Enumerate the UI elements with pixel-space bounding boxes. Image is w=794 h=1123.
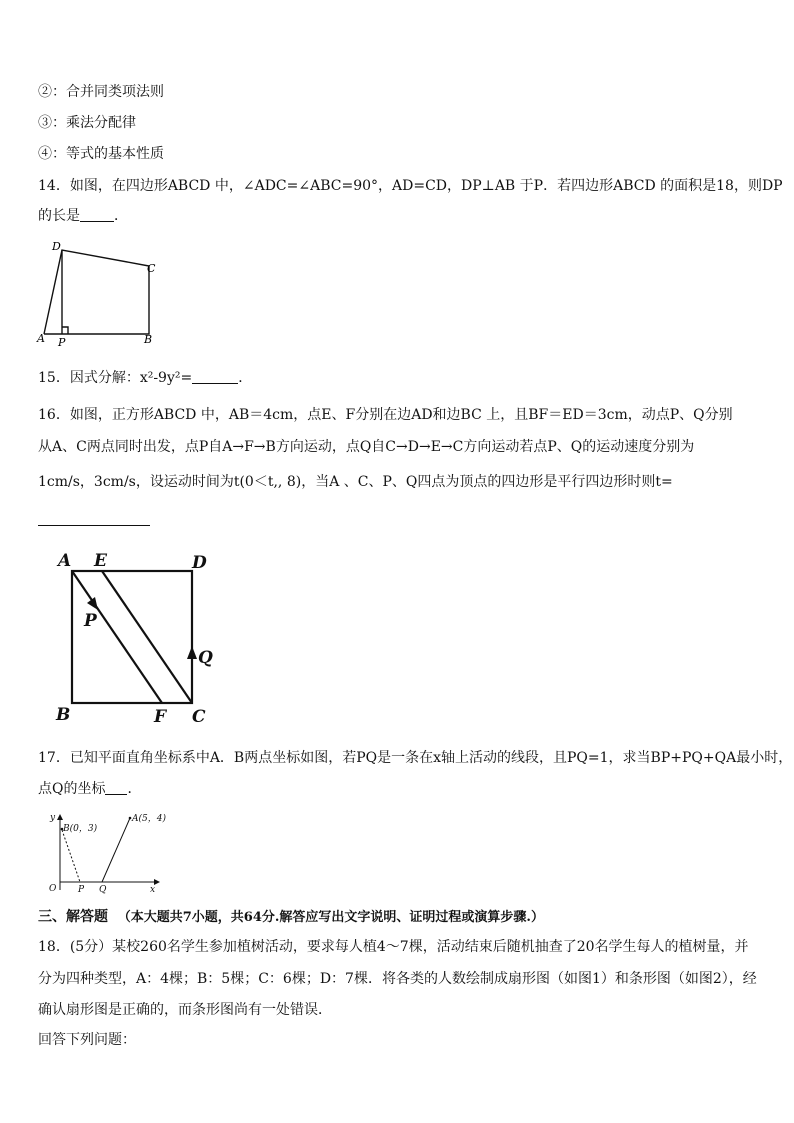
- figure-17-coordinate-plane: [38, 810, 178, 894]
- section-3-heading: [38, 907, 544, 928]
- question-17-line-2: [38, 779, 141, 799]
- fig16-label-p: P: [84, 611, 97, 631]
- fig17-label-b: B(0，3): [63, 824, 98, 834]
- fig17-label-q: Q: [99, 885, 107, 894]
- question-15: [38, 368, 252, 388]
- fig14-label-b: B: [144, 333, 153, 346]
- question-18-line-4: 回答下列问题：: [38, 1032, 136, 1048]
- question-14-period: ．: [114, 208, 128, 224]
- answer-blank-16[interactable]: [38, 511, 150, 526]
- question-14-line-2: [38, 206, 128, 226]
- question-16-line-2: 从A、C两点同时出发，点P自A→F→B方向运动，点Q自C→D→E→C方向运动若点P、Q的运动速度分别为: [38, 439, 695, 455]
- question-15-text: 15．因式分解：x²-9y²=: [38, 370, 193, 386]
- text-line-rule-2: ②：合并同类项法则: [38, 84, 164, 100]
- fig17-label-p: P: [78, 885, 85, 894]
- question-15-period: ．: [238, 370, 253, 386]
- question-17-text: 点Q的坐标: [38, 781, 106, 797]
- text-line-rule-3: ③：乘法分配律: [38, 115, 136, 131]
- fig17-label-x: x: [150, 885, 156, 894]
- figure-16-square: [50, 545, 220, 730]
- answer-blank-17[interactable]: [105, 780, 127, 795]
- question-18-line-3: 确认扇形图是正确的，而条形图尚有一处错误．: [38, 1002, 332, 1018]
- fig16-label-d: D: [192, 553, 207, 573]
- fig14-label-c: C: [147, 262, 156, 275]
- question-16-line-3: 1cm/s，3cm/s，设运动时间为t(0＜t,, 8)，当A 、C、P、Q四点为顶点的四边形是平行四边形时则t=: [38, 474, 673, 490]
- text-line-rule-4: ④：等式的基本性质: [38, 146, 164, 162]
- question-18-line-2: 分为四种类型，A：4棵；B：5棵；C：6棵；D：7棵．将各类的人数绘制成扇形图（如图1）和条形图（如图2），经: [38, 971, 757, 987]
- fig17-label-o: O: [49, 884, 57, 894]
- fig14-label-a: A: [37, 332, 45, 345]
- fig17-label-a: A(5，4): [132, 814, 166, 824]
- question-17-period: ．: [127, 781, 142, 797]
- section-3-title: 三、解答题: [38, 909, 108, 925]
- answer-blank-15[interactable]: [192, 369, 238, 384]
- fig16-label-b: B: [56, 705, 71, 725]
- y-axis-arrow-icon: [57, 814, 63, 820]
- fig16-label-e: E: [94, 551, 107, 571]
- fig16-label-q: Q: [198, 648, 213, 668]
- figure-14-quadrilateral: [34, 236, 169, 348]
- fig14-label-p: P: [58, 336, 66, 348]
- fig16-label-f: F: [154, 707, 167, 727]
- arrow-p-icon: [87, 597, 98, 610]
- question-16-line-1: 16．如图，正方形ABCD 中，AB＝4cm，点E、F分别在边AD和边BC 上，且BF＝ED＝3cm，动点P、Q分别: [38, 407, 733, 423]
- question-17-line-1: 17．已知平面直角坐标系中A．B两点坐标如图，若PQ是一条在x轴上活动的线段，且PQ=1，求当BP+PQ+QA最小时，: [38, 750, 793, 766]
- fig16-label-c: C: [192, 707, 206, 727]
- question-14-text: 的长是: [38, 208, 80, 224]
- question-16-line-4: [38, 510, 150, 530]
- fig14-label-d: D: [52, 240, 61, 253]
- arrow-q-icon: [187, 646, 197, 659]
- fig17-label-y: y: [50, 813, 56, 823]
- answer-blank-14[interactable]: [80, 207, 114, 222]
- question-14-line-1: 14．如图，在四边形ABCD 中，∠ADC=∠ABC=90°，AD=CD，DP⊥AB 于P．若四边形ABCD 的面积是18，则DP: [38, 178, 783, 194]
- section-3-instructions: （本大题共7小题，共64分.解答应写出文字说明、证明过程或演算步骤.）: [117, 910, 544, 925]
- fig16-label-a: A: [58, 551, 72, 571]
- question-18-line-1: 18．(5分）某校260名学生参加植树活动，要求每人植4～7棵，活动结束后随机抽查了20名学生每人的植树量，并: [38, 939, 749, 955]
